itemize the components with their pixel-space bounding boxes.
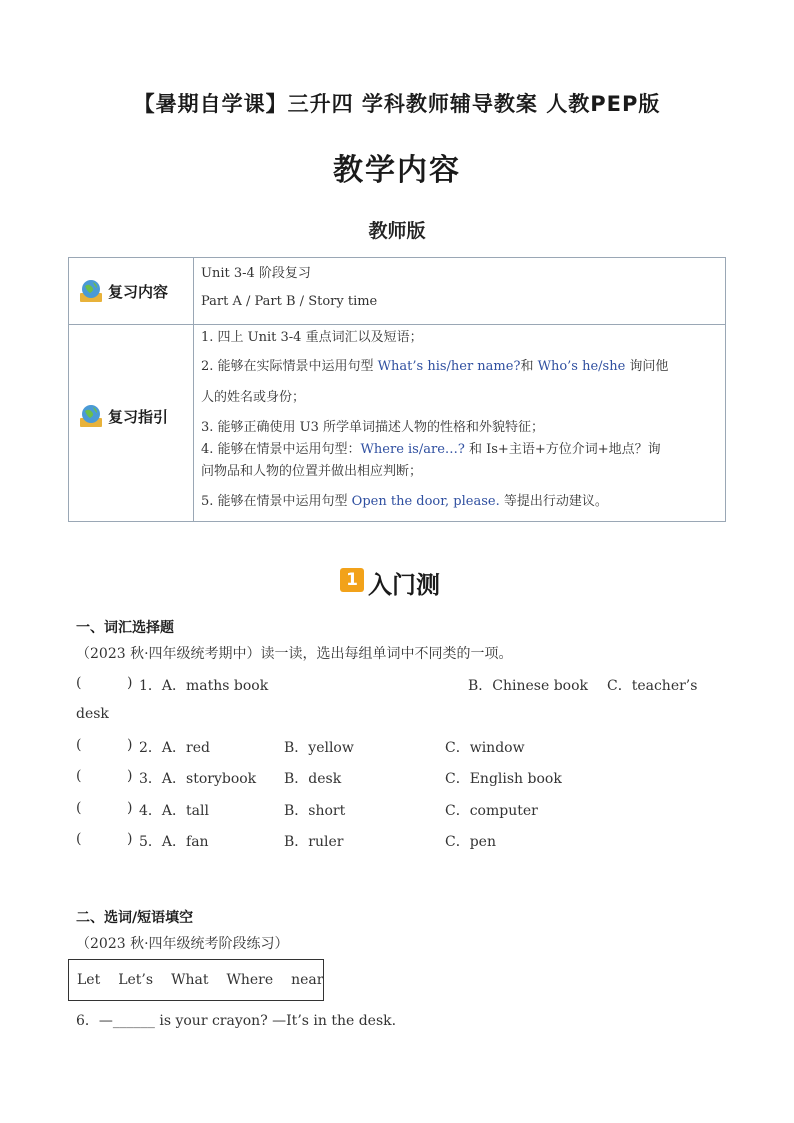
review-table: [68, 257, 726, 522]
guide-item-english: Who’s he/she: [537, 359, 626, 374]
question-stem: ): [127, 675, 133, 691]
document-subtitle: 教学内容: [333, 153, 461, 188]
guide-item: [201, 439, 717, 461]
review-content-line2: Part A / Part B / Story time: [201, 294, 378, 309]
question-option-b: B．desk: [284, 771, 342, 787]
question-option-c: C．teacher’s: [607, 678, 698, 694]
word-bank-item: Where: [226, 972, 274, 988]
guide-item-text: 4. 能够在情景中运用句型：: [201, 442, 361, 457]
guide-item: [201, 383, 717, 413]
question-stem: ): [127, 800, 133, 816]
review-content-cell: [194, 258, 726, 325]
guide-item-text: 2. 能够在实际情景中运用句型: [201, 359, 378, 374]
word-bank-item: What: [171, 972, 209, 988]
question-option-c-wrap: desk: [76, 706, 109, 722]
guide-item-text: 和 Is+主语+方位介词+地点？询: [464, 442, 661, 457]
guide-item: [201, 325, 717, 351]
question-paren-open: (: [76, 800, 82, 816]
question-paren-open: (: [76, 768, 82, 784]
guide-item-text: 问物品和人物的位置并做出相应判断；: [201, 464, 423, 479]
part2-heading: 二、选词/短语填空: [76, 910, 194, 926]
question-stem: ): [127, 768, 133, 784]
word-bank-item: near: [291, 972, 324, 988]
question-stem: ): [127, 831, 133, 847]
guide-item: [201, 417, 717, 439]
question-option-b: B．ruler: [284, 834, 344, 850]
question-option-b: B．Chinese book: [468, 678, 589, 694]
question-stem: ): [127, 737, 133, 753]
review-guide-label: 复习指引: [108, 407, 169, 426]
edition-label: 教师版: [368, 220, 426, 242]
question-option-a: 3．A．storybook: [139, 771, 257, 787]
question-option-c: C．pen: [445, 834, 496, 850]
globe-book-icon: [78, 403, 104, 429]
question-option-b: B．yellow: [284, 740, 354, 756]
question-option-b: B．short: [284, 803, 346, 819]
question-6: 6．—______ is your crayon? —It’s in the desk.: [76, 1013, 397, 1029]
guide-item: [201, 351, 717, 383]
guide-item-text: 和: [520, 359, 538, 374]
question-option-a: 4．A．tall: [139, 803, 209, 819]
question-option-c: C．window: [445, 740, 525, 756]
question-option-c: C．English book: [445, 771, 562, 787]
part1-note: （2023 秋·四年级统考期中）读一读，选出每组单词中不同类的一项。: [76, 646, 513, 662]
guide-item-english: Where is/are…?: [360, 442, 465, 457]
question-option-a: 5．A．fan: [139, 834, 209, 850]
part2-note: （2023 秋·四年级统考阶段练习）: [76, 936, 289, 952]
guide-item-text: 等提出行动建议。: [499, 494, 608, 509]
section-number-badge: 1: [340, 568, 364, 592]
question-paren-open: (: [76, 675, 82, 691]
question-paren-open: (: [76, 737, 82, 753]
globe-book-icon: [78, 278, 104, 304]
guide-item: [201, 487, 717, 517]
word-bank-box: [68, 959, 324, 1001]
guide-item: [201, 461, 717, 483]
part1-heading: 一、词汇选择题: [76, 620, 174, 636]
review-content-label: 复习内容: [108, 282, 169, 301]
guide-item-text: 5. 能够在情景中运用句型: [201, 494, 352, 509]
guide-item-english: What’s his/her name?: [377, 359, 521, 374]
guide-item-text: 3. 能够正确使用 U3 所学单词描述人物的性格和外貌特征；: [201, 420, 545, 435]
guide-item-english: Open the door, please.: [351, 494, 500, 509]
review-guide-label-cell: [69, 325, 194, 522]
question-option-c: C．computer: [445, 803, 538, 819]
review-content-line1: Unit 3-4 阶段复习: [201, 266, 311, 281]
review-content-label-cell: [69, 258, 194, 325]
word-bank-item: Let’s: [118, 972, 154, 988]
guide-item-text: 1. 四上 Unit 3-4 重点词汇以及短语；: [201, 330, 423, 345]
question-option-a: 1．A．maths book: [139, 678, 269, 694]
document-title: 【暑期自学课】三升四 学科教师辅导教案 人教PEP版: [133, 92, 661, 116]
question-paren-open: (: [76, 831, 82, 847]
section-title: 入门测: [368, 571, 440, 599]
guide-item-text: 人的姓名或身份；: [201, 390, 306, 405]
word-bank-item: Let: [77, 972, 101, 988]
review-guide-cell: [194, 325, 726, 522]
question-option-a: 2．A．red: [139, 740, 210, 756]
guide-item-text: 询问他: [625, 359, 669, 374]
